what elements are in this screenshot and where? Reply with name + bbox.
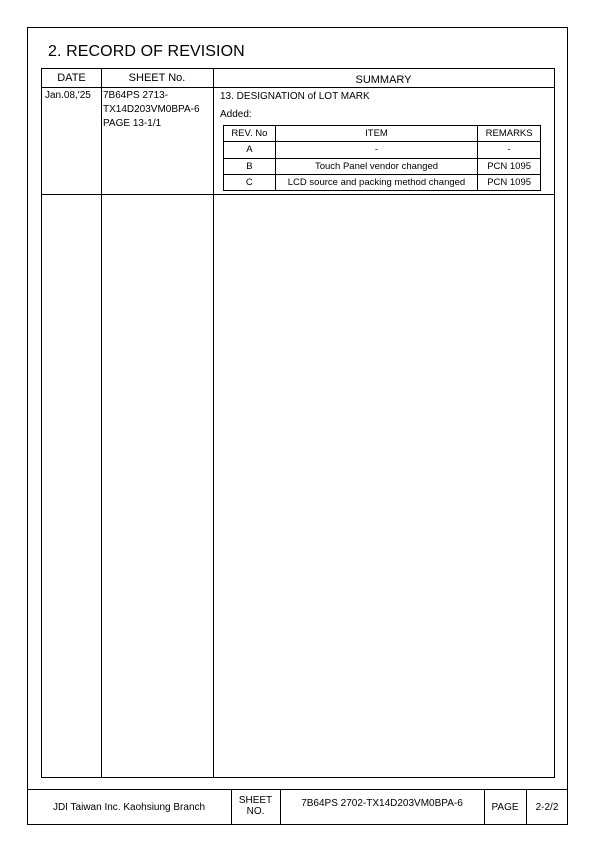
footer-page-value: 2-2/2 [535,802,559,813]
footer-company: JDI Taiwan Inc. Kaohsiung Branch [52,802,206,813]
lot-item: Touch Panel vendor changed [275,158,478,174]
lot-rev: B [224,158,276,174]
header-divider [42,87,554,88]
column-divider [101,69,102,777]
lot-header-item: ITEM [275,126,478,142]
entry-sheet-line3: PAGE 13-1/1 [103,118,162,129]
lot-table-row [224,158,541,174]
entry-date: Jan.08,'25 [45,90,91,101]
footer [27,789,568,825]
footer-page-label: PAGE [491,802,519,813]
footer-sheet-label [231,795,280,817]
header-date: DATE [57,72,86,84]
lot-table-row [224,142,541,158]
lot-table-header-row [224,126,541,142]
footer-doc-no: 7B64PS 2702-TX14D203VM0BPA-6 [301,798,463,809]
row-divider [42,194,554,195]
summary-title: 13. DESIGNATION of LOT MARK [220,91,370,102]
lot-header-rev: REV. No [224,126,276,142]
entry-sheet-line1: 7B64PS 2713- [103,90,169,101]
header-sheet-no: SHEET No. [128,72,186,84]
lot-table-row [224,174,541,190]
footer-sheet-label-line1: SHEET [238,795,273,806]
summary-added: Added: [220,109,252,120]
column-divider [213,69,214,777]
header-summary: SUMMARY [355,74,412,86]
lot-remarks: PCN 1095 [478,158,541,174]
entry-sheet-line2: TX14D203VM0BPA-6 [103,104,200,115]
lot-mark-table [223,125,541,191]
lot-remarks: PCN 1095 [478,174,541,190]
page-title: 2. RECORD OF REVISION [48,43,245,60]
lot-remarks: - [478,142,541,158]
lot-rev: C [224,174,276,190]
footer-sheet-label-line2: NO. [246,806,265,817]
revision-table [41,68,555,778]
lot-item: LCD source and packing method changed [275,174,478,190]
lot-item: - [275,142,478,158]
lot-rev: A [224,142,276,158]
lot-header-remarks: REMARKS [478,126,541,142]
